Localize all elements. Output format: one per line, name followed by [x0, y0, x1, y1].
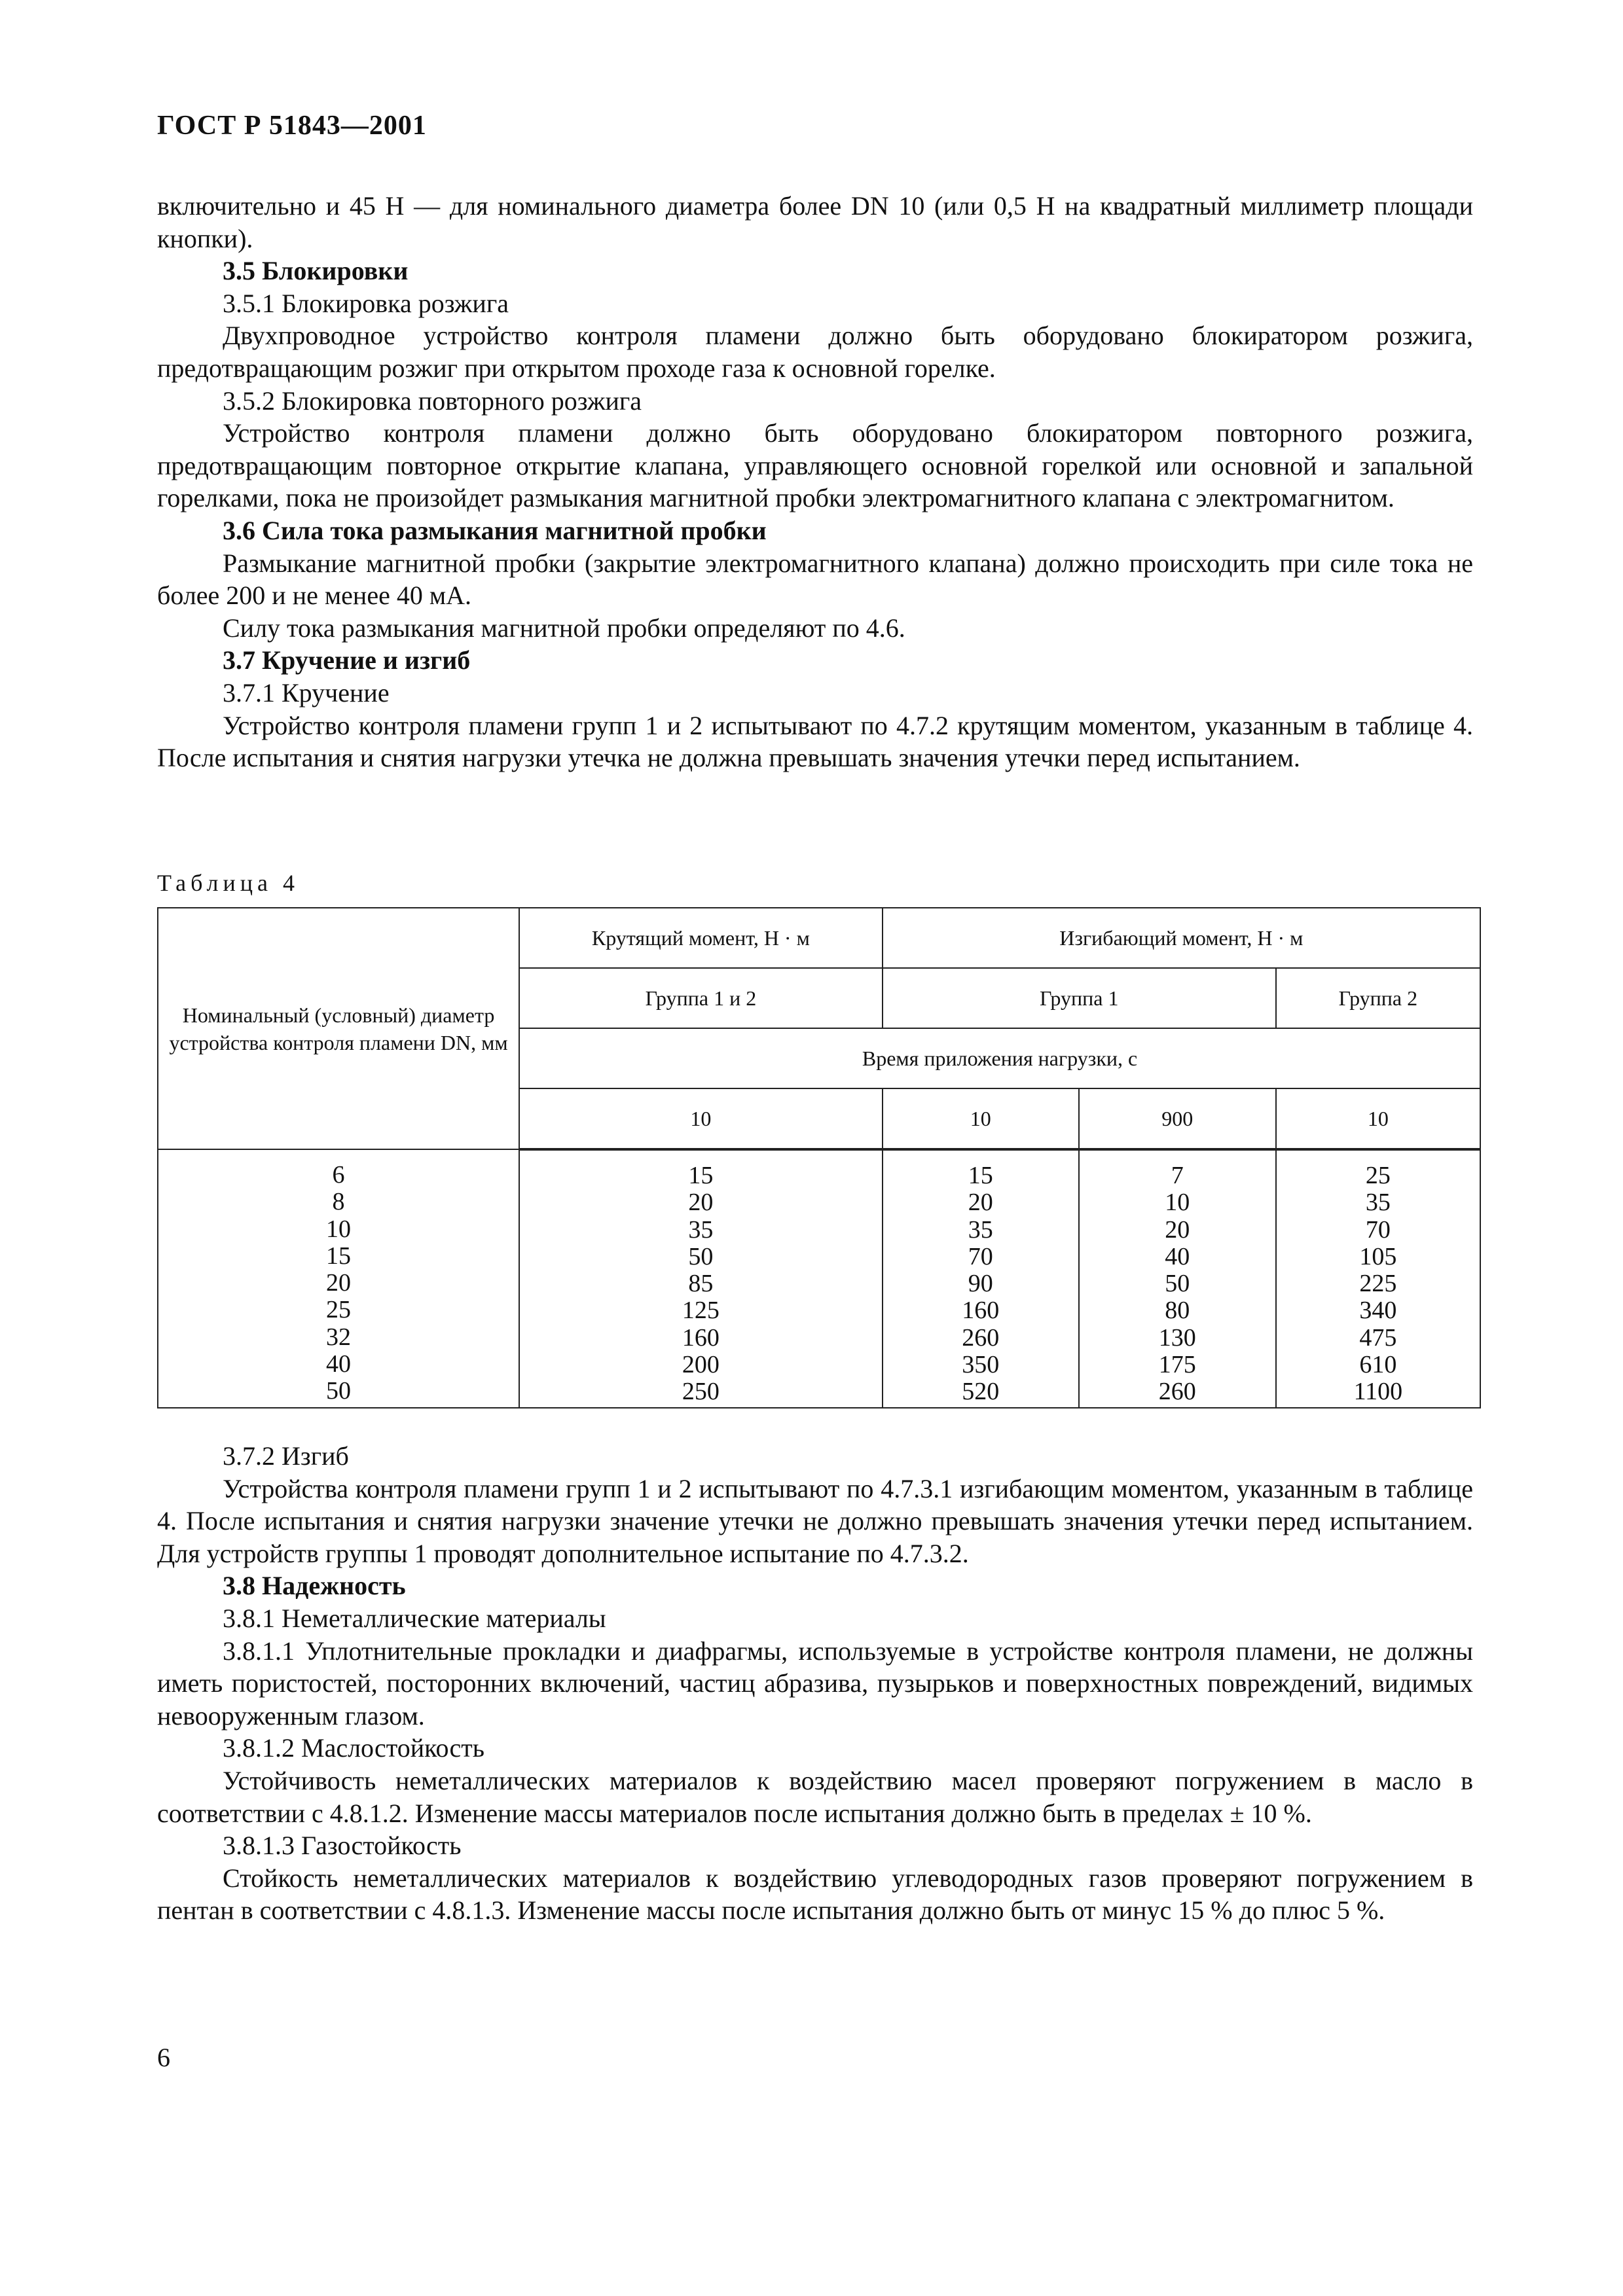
- table-cell: 25: [326, 1296, 352, 1324]
- table-body-row: [158, 1149, 1480, 1408]
- header-group-2: Группа 2: [1276, 968, 1480, 1028]
- table-cell: 7: [1171, 1162, 1184, 1189]
- section-3-5-to-3-7-1: [157, 190, 1473, 774]
- table-cell: 10: [1165, 1189, 1190, 1217]
- section-3-7-2-to-3-8: [157, 1440, 1473, 1927]
- document-code-header: ГОСТ Р 51843—2001: [157, 111, 427, 141]
- heading-3-8-1: 3.8.1 Неметаллические материалы: [223, 1603, 606, 1633]
- table-cell: 15: [326, 1242, 352, 1270]
- table-cell: 15: [688, 1162, 714, 1189]
- paragraph: Двухпроводное устройство контроля пламени должно быть оборудовано блокиратором розжига, предотвращающим розжиг при открытом проходе газа к основной горелке.: [157, 321, 1473, 383]
- paragraph: Устойчивость неметаллических материалов к воздействию масел проверяют погружением в масло в соответствии с 4.8.1.2. Изменение массы материалов после испытания должно быть в пределах ± 10 %.: [157, 1765, 1473, 1828]
- table-cell: 8: [332, 1188, 345, 1216]
- header-time: 10: [883, 1088, 1079, 1149]
- paragraph: Размыкание магнитной пробки (закрытие электромагнитного клапана) должно происходить при силе тока не более 200 и не менее 40 мА.: [157, 548, 1473, 611]
- table-cell: 1100: [1353, 1378, 1403, 1406]
- heading-3-7: 3.7 Кручение и изгиб: [223, 645, 471, 675]
- table-cell: 130: [1158, 1323, 1196, 1352]
- table-cell: 35: [968, 1215, 993, 1244]
- table-cell: 50: [1165, 1270, 1190, 1298]
- table-cell: 50: [688, 1242, 714, 1270]
- table-cell: 475: [1359, 1323, 1397, 1352]
- header-torque: Крутящий момент, Н · м: [519, 908, 883, 968]
- header-load-time: Время приложения нагрузки, с: [519, 1028, 1480, 1088]
- heading-3-7-1: 3.7.1 Кручение: [223, 677, 390, 708]
- header-time: 10: [519, 1088, 883, 1149]
- table-cell: 40: [326, 1350, 352, 1378]
- heading-3-5: 3.5 Блокировки: [223, 256, 409, 286]
- table-cell: 80: [1165, 1297, 1190, 1325]
- column-bend-g2-10: [1276, 1149, 1480, 1408]
- heading-3-7-2: 3.7.2 Изгиб: [223, 1441, 349, 1471]
- table-cell: 160: [682, 1323, 720, 1352]
- table-cell: 70: [1365, 1215, 1391, 1244]
- table-cell: 260: [962, 1323, 1000, 1352]
- table-cell: 520: [962, 1378, 1000, 1406]
- header-bending: Изгибающий момент, Н · м: [883, 908, 1480, 968]
- table-cell: 225: [1359, 1270, 1397, 1298]
- table-cell: 85: [688, 1270, 714, 1298]
- table-cell: 610: [1359, 1351, 1397, 1379]
- header-time: 900: [1079, 1088, 1276, 1149]
- header-dn: Номинальный (условный) диаметр устройства контроля пламени DN, мм: [158, 908, 519, 1149]
- table-header-row: [158, 908, 1480, 968]
- table-cell: 20: [326, 1269, 352, 1297]
- header-group-1: Группа 1: [883, 968, 1276, 1028]
- heading-3-8-1-2: 3.8.1.2 Маслостойкость: [223, 1733, 485, 1763]
- table-cell: 340: [1359, 1297, 1397, 1325]
- table-cell: 70: [968, 1242, 993, 1270]
- heading-3-8-1-3: 3.8.1.3 Газостойкость: [223, 1831, 462, 1861]
- table-cell: 20: [1165, 1215, 1190, 1244]
- table-cell: 90: [968, 1270, 993, 1298]
- column-torque-10: [519, 1149, 883, 1408]
- table-cell: 40: [1165, 1242, 1190, 1270]
- table-cell: 35: [1365, 1189, 1391, 1217]
- table-cell: 50: [326, 1377, 352, 1405]
- column-bend-g1-900: [1079, 1149, 1276, 1408]
- table-cell: 260: [1158, 1378, 1196, 1406]
- table-cell: 105: [1359, 1242, 1397, 1270]
- page-number: 6: [157, 2043, 170, 2072]
- table-cell: 200: [682, 1351, 720, 1379]
- table-cell: 15: [968, 1162, 993, 1189]
- header-group-1-2: Группа 1 и 2: [519, 968, 883, 1028]
- column-dn: [158, 1149, 519, 1408]
- column-bend-g1-10: [883, 1149, 1079, 1408]
- paragraph: 3.8.1.1 Уплотнительные прокладки и диафрагмы, используемые в устройстве контроля пламени, не должны иметь пористостей, посторонних включений, частиц абразива, пузырьков и поверхностных повреждений, видимых невооруженным глазом.: [157, 1636, 1473, 1731]
- table-cell: 20: [968, 1189, 993, 1217]
- paragraph: Устройство контроля пламени групп 1 и 2 испытывают по 4.7.2 крутящим моментом, указанным в таблице 4. После испытания и снятия нагрузки утечка не должна превышать значения утечки перед испытанием.: [157, 710, 1473, 773]
- heading-3-5-2: 3.5.2 Блокировка повторного розжига: [223, 386, 642, 416]
- table-cell: 32: [326, 1323, 352, 1351]
- table-cell: 20: [688, 1189, 714, 1217]
- table-cell: 350: [962, 1351, 1000, 1379]
- paragraph: Устройство контроля пламени должно быть оборудовано блокиратором повторного розжига, предотвращающим повторное открытие клапана, управляющего основной горелкой или основной и запальной горелками, пока не произойдет размыкания магнитной пробки электромагнитного клапана с электромагнитом.: [157, 418, 1473, 513]
- header-time: 10: [1276, 1088, 1480, 1149]
- paragraph: Силу тока размыкания магнитной пробки определяют по 4.6.: [223, 613, 905, 643]
- table-cell: 25: [1365, 1162, 1391, 1189]
- table-cell: 6: [332, 1161, 345, 1189]
- table-cell: 10: [326, 1215, 352, 1243]
- table-cell: 125: [682, 1297, 720, 1325]
- table-cell: 250: [682, 1378, 720, 1406]
- table-4: [157, 907, 1481, 1408]
- paragraph: Устройства контроля пламени групп 1 и 2 испытывают по 4.7.3.1 изгибающим моментом, указанным в таблице 4. После испытания и снятия нагрузки значение утечки не должно превышать значения утечки перед испытанием. Для устройств группы 1 проводят дополнительное испытание по 4.7.3.2.: [157, 1473, 1473, 1568]
- paragraph: включительно и 45 Н — для номинального диаметра более DN 10 (или 0,5 Н на квадратный миллиметр площади кнопки).: [157, 191, 1473, 253]
- heading-3-5-1: 3.5.1 Блокировка розжига: [223, 288, 509, 318]
- paragraph: Стойкость неметаллических материалов к воздействию углеводородных газов проверяют погружением в пентан в соответствии с 4.8.1.3. Изменение массы после испытания должно быть от минус 15 % до плюс 5 %.: [157, 1863, 1473, 1926]
- table-cell: 160: [962, 1297, 1000, 1325]
- table-cell: 175: [1158, 1351, 1196, 1379]
- table-cell: 35: [688, 1215, 714, 1244]
- heading-3-8: 3.8 Надежность: [223, 1571, 406, 1601]
- heading-3-6: 3.6 Сила тока размыкания магнитной пробки: [223, 515, 767, 545]
- table-caption: Таблица 4: [157, 870, 299, 896]
